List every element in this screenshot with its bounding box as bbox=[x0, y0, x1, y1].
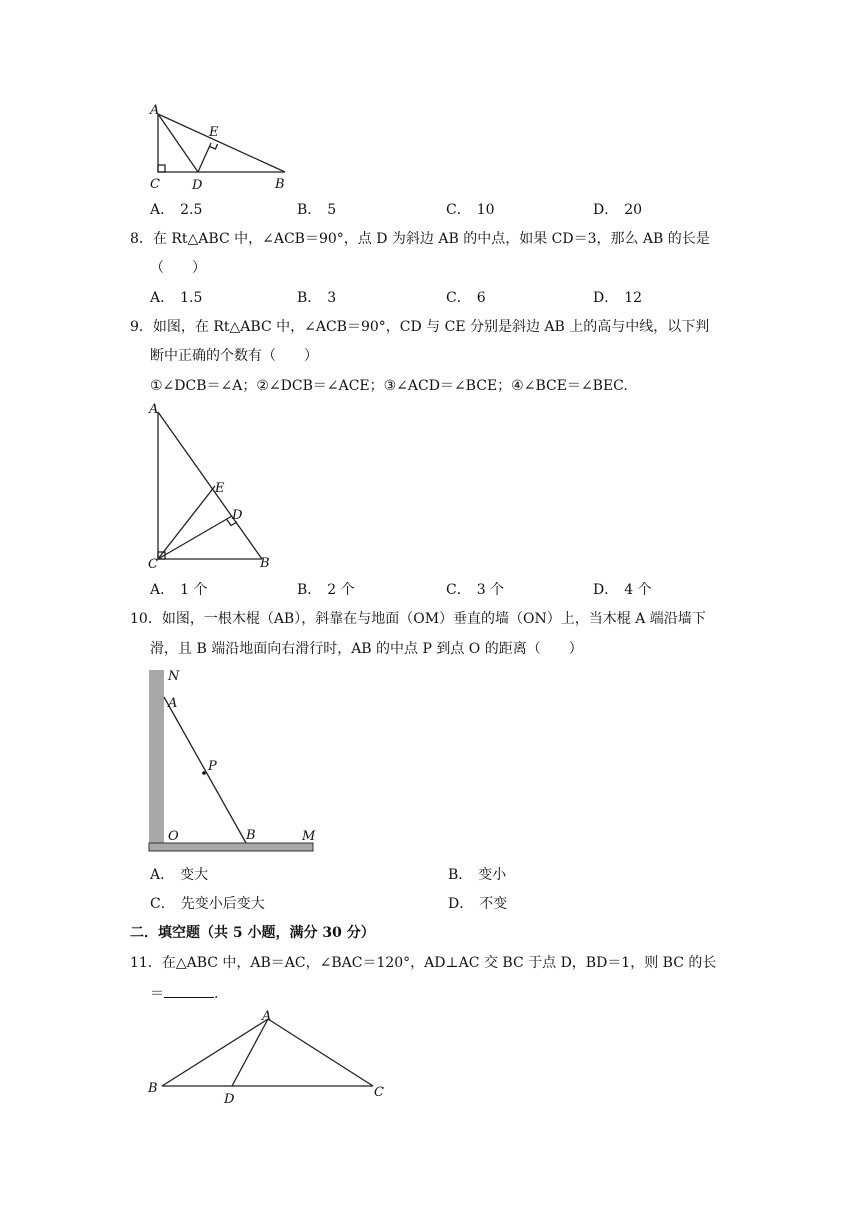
q9-statements: ①∠DCB＝∠A；②∠DCB＝∠ACE；③∠ACD＝∠BCE；④∠BCE＝∠BEC. bbox=[150, 378, 628, 394]
q10-option-d[interactable]: D． 不变 bbox=[448, 896, 508, 912]
q10-label-b: B bbox=[246, 828, 256, 843]
q10-label-a: A bbox=[168, 696, 178, 711]
q9-label-a: A bbox=[149, 402, 159, 417]
q11-figure bbox=[140, 1005, 400, 1110]
q10-figure bbox=[140, 662, 330, 857]
q10-option-b[interactable]: B． 变小 bbox=[448, 867, 507, 883]
q8-option-b[interactable]: B． 3 bbox=[297, 290, 337, 306]
q10-label-o: O bbox=[168, 829, 179, 844]
q11-stem-line2: ＝ . bbox=[150, 983, 218, 1004]
q8-option-d[interactable]: D． 12 bbox=[593, 290, 643, 306]
q11-answer-blank[interactable] bbox=[164, 983, 214, 998]
q10-stem-line1: 10．如图，一根木棍（AB），斜靠在与地面（OM）垂直的墙（ON）上，当木棍 A 端沿墙下 bbox=[130, 611, 706, 627]
q9-label-d: D bbox=[232, 508, 243, 523]
q8-stem-line1: 8．在 Rt△ABC 中，∠ACB＝90°，点 D 为斜边 AB 的中点，如果 CD＝3，那么 AB 的长是 bbox=[130, 231, 710, 247]
q11-label-c: C bbox=[374, 1085, 384, 1100]
q11-label-b: B bbox=[148, 1081, 158, 1096]
q9-label-b: B bbox=[260, 556, 270, 571]
q9-option-a[interactable]: A． 1 个 bbox=[150, 582, 208, 598]
q9-figure bbox=[140, 400, 280, 575]
q7-option-a[interactable]: A． 2.5 bbox=[150, 202, 203, 218]
q10-stem-line2: 滑，且 B 端沿地面向右滑行时，AB 的中点 P 到点 O 的距离（ ） bbox=[150, 641, 583, 657]
q7-option-c[interactable]: C． 10 bbox=[446, 202, 495, 218]
q11-stem-line1: 11．在△ABC 中，AB＝AC，∠BAC＝120°，AD⊥AC 交 BC 于点 D，BD＝1，则 BC 的长 bbox=[130, 955, 717, 971]
q10-label-p: P bbox=[208, 759, 217, 774]
q11-label-a: A bbox=[262, 1009, 272, 1024]
q9-option-d[interactable]: D． 4 个 bbox=[593, 582, 652, 598]
q9-option-c[interactable]: C． 3 个 bbox=[446, 582, 505, 598]
q10-label-n: N bbox=[168, 669, 180, 684]
q7-option-b[interactable]: B． 5 bbox=[297, 202, 337, 218]
q9-label-e: E bbox=[215, 481, 225, 496]
q11-label-d: D bbox=[224, 1092, 235, 1107]
q9-stem-line2: 断中正确的个数有（ ） bbox=[150, 348, 318, 364]
q9-option-b[interactable]: B． 2 个 bbox=[297, 582, 355, 598]
q7-label-e: E bbox=[209, 125, 219, 140]
q8-option-a[interactable]: A． 1.5 bbox=[150, 290, 203, 306]
q7-label-b: B bbox=[275, 177, 285, 192]
q7-option-d[interactable]: D． 20 bbox=[593, 202, 643, 218]
section-heading-fill-in: 二．填空题（共 5 小题，满分 30 分） bbox=[130, 925, 375, 941]
q9-label-c: C bbox=[148, 557, 158, 572]
q7-figure bbox=[140, 100, 300, 195]
q10-option-a[interactable]: A． 变大 bbox=[150, 867, 209, 883]
q10-label-m: M bbox=[302, 829, 316, 844]
q7-label-d: D bbox=[192, 178, 203, 193]
q10-option-c[interactable]: C． 先变小后变大 bbox=[150, 896, 265, 912]
q7-label-c: C bbox=[150, 177, 160, 192]
q9-stem-line1: 9．如图，在 Rt△ABC 中，∠ACB＝90°，CD 与 CE 分别是斜边 AB 上的高与中线，以下判 bbox=[130, 319, 710, 335]
q8-option-c[interactable]: C． 6 bbox=[446, 290, 486, 306]
q8-stem-line2: （ ） bbox=[150, 260, 206, 276]
q7-label-a: A bbox=[150, 103, 160, 118]
